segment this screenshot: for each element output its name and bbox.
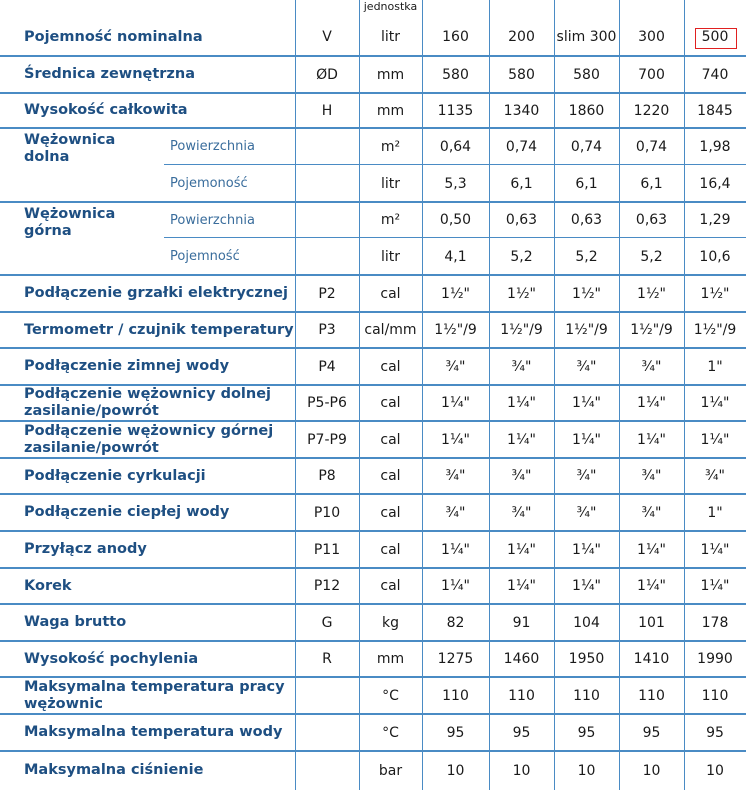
row-label: Podłączenie wężownicy dolnej zasilanie/powrót	[24, 386, 272, 419]
row-unit: mm	[376, 102, 405, 119]
row-label: Podłączenie wężownicy górnej zasilanie/powrót	[24, 422, 274, 456]
row-value: 1"	[707, 358, 723, 375]
row-value: 178	[701, 614, 729, 631]
row-symbol: P3	[318, 322, 336, 338]
row-value: 1½"	[572, 285, 601, 302]
row-unit: litr	[380, 248, 401, 265]
row-label: Podłączenie zimnej wody	[24, 358, 230, 374]
row-label: Wysokość pochylenia	[24, 650, 199, 667]
table-row	[0, 751, 746, 790]
row-divider	[0, 201, 746, 203]
column-divider	[422, 0, 423, 790]
row-unit: cal	[380, 541, 401, 558]
row-symbol	[295, 238, 359, 275]
row-value: 1¼"	[441, 431, 470, 448]
row-divider	[0, 55, 746, 57]
row-value: 1,29	[699, 212, 731, 228]
row-value: 1"	[707, 504, 723, 521]
row-value: 1¼"	[441, 578, 470, 594]
row-value: 16,4	[699, 175, 731, 192]
row-unit: cal	[380, 285, 401, 302]
table-row	[0, 202, 746, 238]
row-value: 104	[573, 614, 600, 631]
row-divider	[164, 237, 746, 238]
row-value: 1220	[633, 102, 670, 119]
header-row	[0, 0, 746, 18]
row-value: ¾"	[641, 504, 662, 521]
column-divider	[619, 0, 620, 790]
row-value: 1½"	[507, 285, 536, 302]
row-value: 110	[638, 687, 665, 704]
row-value: 10	[512, 762, 531, 779]
row-label: Korek	[24, 577, 72, 594]
highlight-box	[695, 28, 737, 49]
row-value: 0,74	[570, 138, 603, 155]
row-symbol: P2	[318, 285, 336, 302]
table-row	[0, 165, 746, 202]
row-symbol: P5-P6	[307, 395, 347, 411]
row-sublabel: Powierzchnia	[170, 139, 255, 154]
row-value: 580	[508, 66, 535, 83]
row-value: 1½"	[700, 285, 730, 302]
table-row	[0, 677, 746, 714]
table-row	[0, 93, 746, 128]
row-unit: cal	[380, 431, 401, 448]
column-divider	[554, 0, 555, 790]
row-symbol: P11	[313, 541, 341, 558]
row-value: 1¼"	[637, 395, 666, 411]
row-symbol	[295, 128, 359, 165]
row-value: 4,1	[444, 248, 467, 265]
row-value: ¾"	[704, 468, 725, 484]
row-unit: litr	[380, 175, 401, 192]
row-value: 1½"	[441, 285, 470, 302]
table-row	[0, 494, 746, 531]
row-value: 10	[706, 762, 724, 779]
row-symbol: R	[322, 651, 332, 667]
row-divider	[0, 384, 746, 386]
row-value: 1990	[697, 651, 733, 667]
row-value: 1½"/9	[434, 322, 477, 338]
row-divider	[0, 676, 746, 678]
row-value: 1¼"	[700, 541, 730, 558]
row-value: 5,2	[510, 248, 533, 265]
row-value: 6,1	[575, 175, 598, 192]
row-value: ¾"	[576, 468, 597, 484]
row-value: 5,2	[575, 248, 598, 265]
table-row	[0, 18, 746, 56]
row-value: 1860	[568, 102, 605, 119]
row-value: 500	[701, 29, 729, 45]
row-value: 1460	[503, 651, 540, 667]
row-label: Pojemność nominalna	[24, 28, 203, 45]
row-value: ¾"	[576, 504, 597, 521]
row-value: 6,1	[510, 175, 533, 192]
row-unit: mm	[376, 651, 405, 667]
row-value: 1¼"	[637, 578, 666, 594]
row-unit: bar	[378, 762, 403, 779]
row-value: ¾"	[445, 358, 466, 375]
row-divider	[0, 92, 746, 94]
row-value: 1,98	[699, 138, 731, 155]
row-label: Termometr / czujnik temperatury	[24, 321, 294, 338]
row-value: 160	[442, 29, 469, 45]
row-value: 95	[577, 724, 596, 741]
row-value: ¾"	[511, 504, 532, 521]
row-divider	[0, 420, 746, 422]
table-row	[0, 275, 746, 312]
row-unit: cal	[380, 504, 401, 521]
row-value: 101	[638, 614, 665, 631]
row-label: Maksymalna ciśnienie	[24, 762, 204, 778]
row-divider	[0, 750, 746, 752]
row-value: 110	[442, 687, 469, 704]
table-row	[0, 531, 746, 568]
row-value: slim 300	[556, 29, 617, 45]
table-row	[0, 568, 746, 604]
table-row	[0, 312, 746, 348]
row-divider	[0, 493, 746, 495]
table-row	[0, 421, 746, 458]
row-value: 0,50	[439, 212, 472, 228]
column-divider	[489, 0, 490, 790]
row-unit: mm	[376, 66, 405, 83]
row-value: 1¼"	[507, 578, 536, 594]
row-value: 10	[446, 762, 465, 779]
table-row	[0, 641, 746, 677]
row-value: 1410	[633, 651, 670, 667]
row-value: ¾"	[641, 468, 662, 484]
row-value: ¾"	[511, 358, 532, 375]
row-symbol	[295, 677, 359, 714]
table-row	[0, 348, 746, 385]
row-value: 1¼"	[441, 541, 470, 558]
row-unit: cal	[380, 395, 401, 411]
table-row	[0, 56, 746, 93]
row-value: 580	[573, 66, 600, 83]
row-symbol: P10	[313, 504, 341, 521]
row-symbol: H	[321, 102, 333, 119]
row-value: 95	[512, 724, 531, 741]
row-value: 0,74	[505, 138, 538, 155]
row-value: 1½"/9	[565, 322, 608, 338]
table-row	[0, 714, 746, 751]
row-label: Podłączenie grzałki elektrycznej	[24, 285, 288, 301]
row-value: 110	[508, 687, 535, 704]
row-value: 1¼"	[572, 578, 601, 594]
row-value: 0,63	[635, 212, 668, 228]
row-label: Waga brutto	[24, 614, 127, 630]
row-sublabel: Pojemoność	[170, 176, 248, 191]
row-value: 1340	[503, 102, 540, 119]
row-value: ¾"	[576, 358, 597, 375]
row-value: 1¼"	[572, 541, 601, 558]
row-value: 200	[508, 29, 535, 45]
row-value: 1¼"	[507, 541, 536, 558]
row-symbol: P4	[318, 358, 336, 375]
row-symbol: P12	[313, 578, 341, 594]
row-divider	[0, 603, 746, 605]
column-divider	[359, 0, 360, 790]
row-label: Wężownica górna	[24, 206, 116, 239]
row-value: 5,3	[444, 175, 467, 192]
row-divider	[0, 713, 746, 715]
table-row	[0, 128, 746, 165]
row-value: ¾"	[511, 468, 532, 484]
row-value: 10	[642, 762, 661, 779]
row-value: 740	[701, 66, 729, 83]
row-value: ¾"	[445, 504, 466, 521]
row-value: 1½"/9	[693, 322, 737, 338]
row-divider	[0, 567, 746, 569]
row-divider	[0, 311, 746, 313]
row-value: 300	[638, 29, 665, 45]
row-value: 1½"/9	[500, 322, 543, 338]
row-value: 1¼"	[700, 578, 730, 594]
row-value: 95	[706, 724, 724, 741]
row-divider	[164, 164, 746, 165]
row-label: Maksymalna temperatura pracy wężownic	[24, 678, 285, 712]
row-unit: cal	[380, 468, 401, 484]
row-divider	[0, 347, 746, 349]
row-value: 0,74	[635, 138, 668, 155]
row-label: Podłączenie cyrkulacji	[24, 467, 206, 484]
row-value: 95	[446, 724, 465, 741]
row-value: 5,2	[640, 248, 663, 265]
row-sublabel: Pojemność	[170, 249, 240, 264]
row-value: 0,63	[570, 212, 603, 228]
row-value: 1¼"	[507, 431, 536, 448]
table-row	[0, 238, 746, 275]
row-value: 1¼"	[572, 431, 601, 448]
row-unit: m²	[380, 138, 401, 155]
row-value: 0,63	[505, 212, 538, 228]
row-symbol: P7-P9	[307, 431, 347, 448]
table-row	[0, 604, 746, 641]
row-value: 1¼"	[637, 431, 666, 448]
row-symbol	[295, 165, 359, 202]
row-symbol	[295, 202, 359, 238]
row-value: 1¼"	[700, 395, 730, 411]
row-value: 580	[442, 66, 469, 83]
row-value: 1¼"	[700, 431, 730, 448]
row-value: 6,1	[640, 175, 663, 192]
row-value: 1¼"	[507, 395, 536, 411]
row-divider	[0, 457, 746, 459]
row-symbol	[295, 714, 359, 751]
row-label: Maksymalna temperatura wody	[24, 724, 283, 740]
row-unit: °C	[382, 687, 399, 704]
row-value: 0,64	[439, 138, 472, 155]
row-value: 10,6	[699, 248, 731, 265]
row-value: 82	[446, 614, 465, 631]
row-symbol: ØD	[316, 66, 338, 83]
row-unit: cal	[380, 578, 401, 594]
row-symbol	[295, 751, 359, 790]
row-value: 1275	[437, 651, 474, 667]
row-divider	[0, 640, 746, 642]
row-divider	[0, 530, 746, 532]
row-unit: m²	[380, 212, 401, 228]
row-value: 1¼"	[572, 395, 601, 411]
row-label: Przyłącz anody	[24, 541, 147, 557]
table-row	[0, 385, 746, 421]
row-value: ¾"	[641, 358, 662, 375]
row-divider	[0, 274, 746, 276]
row-value: 700	[638, 66, 665, 83]
table-row	[0, 458, 746, 494]
row-label: Wężownica dolna	[24, 132, 116, 165]
row-unit: cal	[380, 358, 401, 375]
row-unit: cal/mm	[364, 322, 417, 338]
row-label: Podłączenie ciepłej wody	[24, 504, 230, 520]
row-unit: litr	[380, 29, 401, 45]
row-value: 1135	[437, 102, 474, 119]
row-value: 1950	[568, 651, 605, 667]
row-symbol: P8	[318, 468, 336, 484]
row-unit: °C	[382, 724, 399, 741]
row-value: 91	[512, 614, 531, 631]
row-value: ¾"	[445, 468, 466, 484]
row-divider	[0, 127, 746, 129]
row-symbol: G	[321, 614, 333, 631]
unit-column-header: jednostka	[363, 0, 418, 13]
row-value: 1½"	[637, 285, 666, 302]
row-value: 1½"/9	[630, 322, 673, 338]
row-value: 95	[642, 724, 661, 741]
row-value: 110	[573, 687, 600, 704]
row-value: 1¼"	[441, 395, 470, 411]
row-unit: kg	[382, 614, 399, 631]
row-value: 1¼"	[637, 541, 666, 558]
row-value: 110	[701, 687, 729, 704]
column-divider	[295, 0, 296, 790]
column-divider	[684, 0, 685, 790]
row-symbol: V	[322, 29, 332, 45]
row-label: Wysokość całkowita	[24, 102, 188, 118]
row-value: 10	[577, 762, 596, 779]
row-sublabel: Powierzchnia	[170, 212, 255, 228]
row-value: 1845	[697, 102, 733, 119]
row-label: Średnica zewnętrzna	[24, 66, 195, 82]
